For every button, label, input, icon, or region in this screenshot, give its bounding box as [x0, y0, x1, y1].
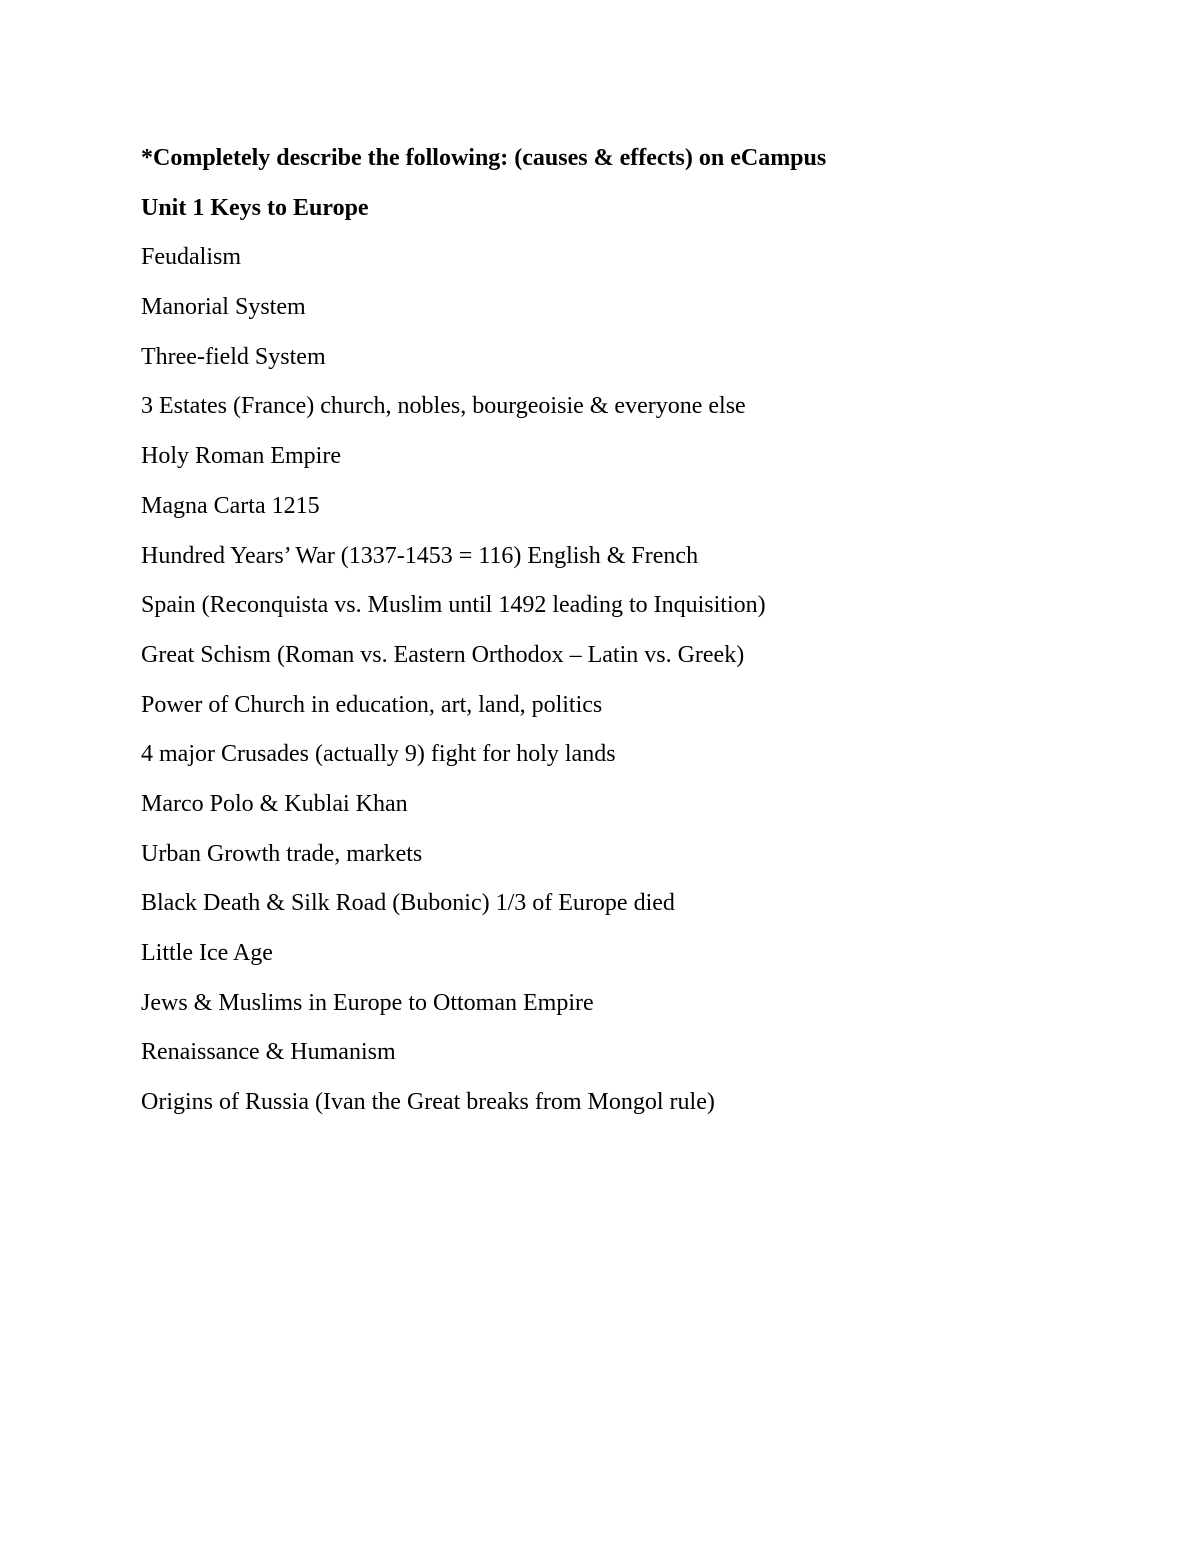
list-item: Jews & Muslims in Europe to Ottoman Empire	[141, 989, 594, 1016]
list-item: Little Ice Age	[141, 940, 273, 966]
list-item: Magna Carta 1215	[141, 492, 320, 519]
list-item: Great Schism (Roman vs. Eastern Orthodox – Latin vs. Greek)	[141, 641, 745, 668]
list-item: Origins of Russia (Ivan the Great breaks from Mongol rule)	[141, 1089, 715, 1116]
instruction-line: *Completely describe the following: (causes & effects) on eCampus	[141, 145, 827, 171]
list-item: 3 Estates (France) church, nobles, bourgeoisie & everyone else	[141, 393, 746, 420]
list-item: Three-field System	[141, 343, 326, 370]
unit-heading: Unit 1 Keys to Europe	[141, 194, 369, 221]
list-item: Marco Polo & Kublai Khan	[141, 790, 408, 817]
list-item: Renaissance & Humanism	[141, 1039, 396, 1066]
document-body	[141, 141, 1101, 1135]
list-item: Hundred Years’ War (1337-1453 = 116) English & French	[141, 542, 699, 569]
list-item: Black Death & Silk Road (Bubonic) 1/3 of Europe died	[141, 890, 675, 917]
list-item: Power of Church in education, art, land, politics	[141, 691, 603, 718]
list-item: Manorial System	[141, 294, 306, 321]
list-item: 4 major Crusades (actually 9) fight for holy lands	[141, 741, 616, 768]
list-item: Feudalism	[141, 244, 241, 271]
list-item: Holy Roman Empire	[141, 443, 341, 470]
list-item: Spain (Reconquista vs. Muslim until 1492 leading to Inquisition)	[141, 592, 766, 619]
list-item: Urban Growth trade, markets	[141, 840, 423, 867]
